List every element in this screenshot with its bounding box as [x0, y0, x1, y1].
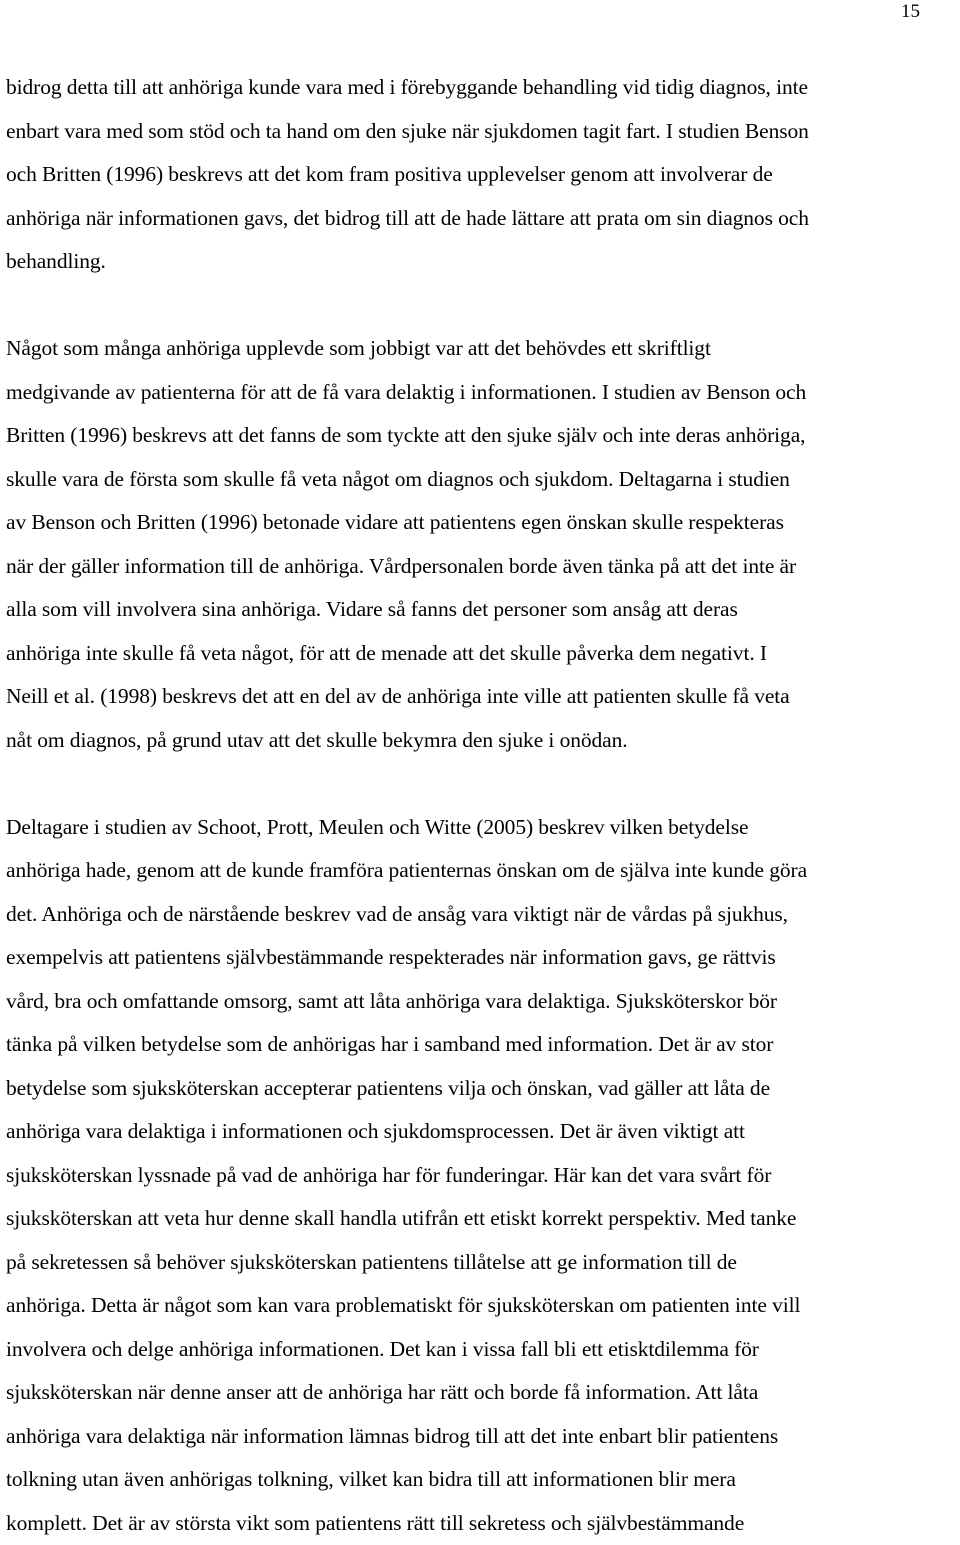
text-line: exempelvis att patientens självbestämmande respekterades när information gavs, ge rättvis: [6, 936, 956, 980]
paragraph-2: [6, 327, 956, 762]
paragraph-spacer: [6, 284, 956, 328]
text-line: när der gäller information till de anhöriga. Vårdpersonalen borde även tänka på att det inte är: [6, 545, 956, 589]
text-line: Britten (1996) beskrevs att det fanns de som tyckte att den sjuke själv och inte deras anhöriga,: [6, 414, 956, 458]
text-line: nåt om diagnos, på grund utav att det skulle bekymra den sjuke i onödan.: [6, 719, 956, 763]
text-line: anhöriga vara delaktiga i informationen och sjukdomsprocessen. Det är även viktigt att: [6, 1110, 956, 1154]
text-line: bidrog detta till att anhöriga kunde vara med i förebyggande behandling vid tidig diagnos, inte: [6, 66, 956, 110]
text-line: tänka på vilken betydelse som de anhörigas har i samband med information. Det är av stor: [6, 1023, 956, 1067]
text-line: anhöriga inte skulle få veta något, för att de menade att det skulle påverka dem negativt. I: [6, 632, 956, 676]
text-line: involvera och delge anhöriga informationen. Det kan i vissa fall bli ett etisktdilemma för: [6, 1328, 956, 1372]
text-line: alla som vill involvera sina anhöriga. Vidare så fanns det personer som ansåg att deras: [6, 588, 956, 632]
text-line: Något som många anhöriga upplevde som jobbigt var att det behövdes ett skriftligt: [6, 327, 956, 371]
text-line: anhöriga. Detta är något som kan vara problematiskt för sjuksköterskan om patienten inte vill: [6, 1284, 956, 1328]
text-line: betydelse som sjuksköterskan accepterar patientens vilja och önskan, vad gäller att låta de: [6, 1067, 956, 1111]
paragraph-1: [6, 66, 956, 284]
page-number: 15: [901, 0, 920, 24]
text-line: sjuksköterskan när denne anser att de anhöriga har rätt och borde få information. Att låta: [6, 1371, 956, 1415]
paragraph-3: [6, 806, 956, 1545]
text-line: sjuksköterskan att veta hur denne skall handla utifrån ett etiskt korrekt perspektiv. Med tanke: [6, 1197, 956, 1241]
text-line: enbart vara med som stöd och ta hand om den sjuke när sjukdomen tagit fart. I studien Benson: [6, 110, 956, 154]
text-line: det. Anhöriga och de närstående beskrev vad de ansåg vara viktigt när de vårdas på sjukhus,: [6, 893, 956, 937]
paragraph-spacer: [6, 762, 956, 806]
text-line: vård, bra och omfattande omsorg, samt att låta anhöriga vara delaktiga. Sjuksköterskor bör: [6, 980, 956, 1024]
text-line: sjuksköterskan lyssnade på vad de anhöriga har för funderingar. Här kan det vara svårt för: [6, 1154, 956, 1198]
text-line: anhöriga hade, genom att de kunde framföra patienternas önskan om de själva inte kunde göra: [6, 849, 956, 893]
text-line: av Benson och Britten (1996) betonade vidare att patientens egen önskan skulle respekteras: [6, 501, 956, 545]
text-line: komplett. Det är av största vikt som patientens rätt till sekretess och självbestämmande: [6, 1502, 956, 1545]
text-line: tolkning utan även anhörigas tolkning, vilket kan bidra till att informationen blir mera: [6, 1458, 956, 1502]
text-line: Neill et al. (1998) beskrevs det att en del av de anhöriga inte ville att patienten skulle få veta: [6, 675, 956, 719]
text-line: anhöriga när informationen gavs, det bidrog till att de hade lättare att prata om sin diagnos och: [6, 197, 956, 241]
document-body: [6, 66, 956, 1545]
text-line: Deltagare i studien av Schoot, Prott, Meulen och Witte (2005) beskrev vilken betydelse: [6, 806, 956, 850]
text-line: anhöriga vara delaktiga när information lämnas bidrog till att det inte enbart blir patientens: [6, 1415, 956, 1459]
text-line: behandling.: [6, 240, 956, 284]
text-line: medgivande av patienterna för att de få vara delaktig i informationen. I studien av Benson och: [6, 371, 956, 415]
text-line: och Britten (1996) beskrevs att det kom fram positiva upplevelser genom att involverar de: [6, 153, 956, 197]
text-line: på sekretessen så behöver sjuksköterskan patientens tillåtelse att ge information till de: [6, 1241, 956, 1285]
text-line: skulle vara de första som skulle få veta något om diagnos och sjukdom. Deltagarna i studien: [6, 458, 956, 502]
